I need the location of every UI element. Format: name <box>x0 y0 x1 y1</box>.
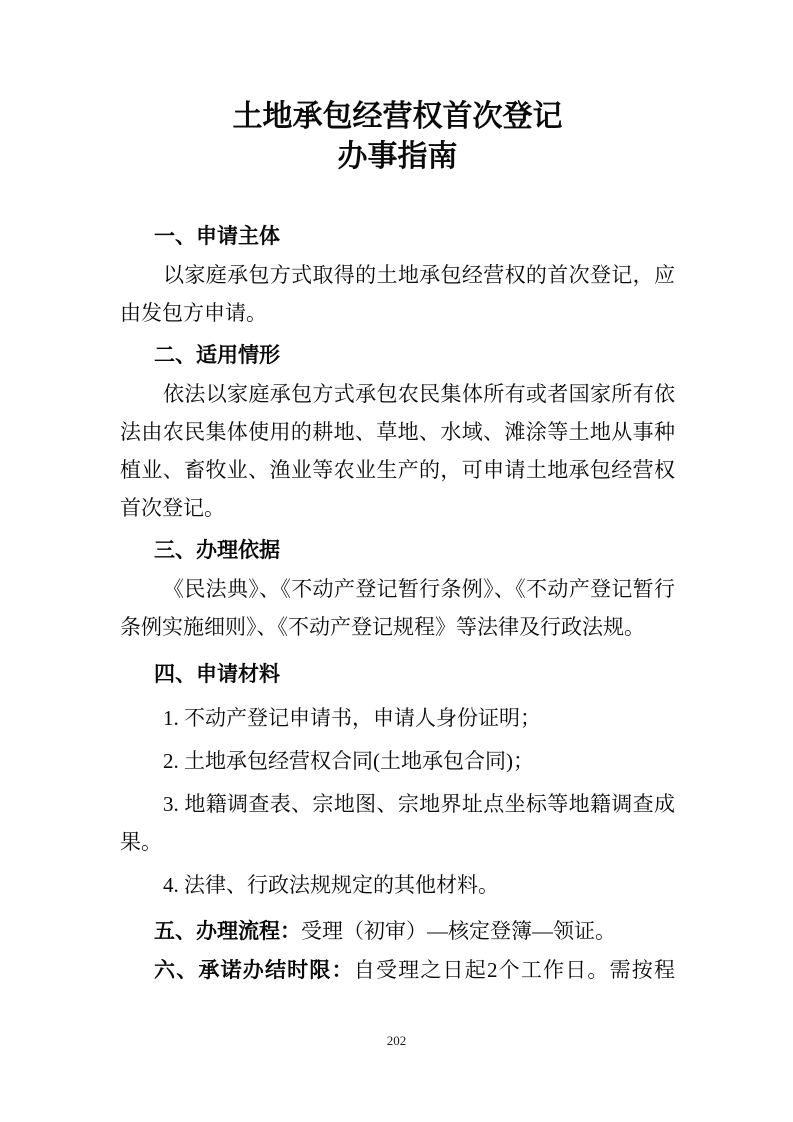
time-limit-label: 六、承诺办结时限： <box>154 959 354 982</box>
processing-flow-label: 五、办理流程： <box>154 920 301 943</box>
section-heading-legal-basis: 三、办理依据 <box>154 539 280 562</box>
time-limit-text: 自受理之日起2个工作日。需按程 <box>353 958 676 982</box>
section-paragraph-applicable-situations: 依法以家庭承包方式承包农民集体所有或者国家所有依法由农民集体使用的耕地、草地、水域、滩涂等土地从事种植业、畜牧业、渔业等农业生产的，可申请土地承包经营权首次登记。 <box>120 382 675 520</box>
material-item-2: 2. 土地承包经营权合同(土地承包合同)； <box>163 749 534 773</box>
section-time-limit <box>120 951 675 990</box>
section-heading-application-materials: 四、申请材料 <box>154 663 280 686</box>
document-body <box>120 218 675 990</box>
section-paragraph-legal-basis: 《民法典》、《不动产登记暂行条例》、《不动产登记暂行条例实施细则》、《不动产登记规程》等法律及行政法规。 <box>120 577 675 639</box>
section-heading-applicant: 一、申请主体 <box>154 225 280 248</box>
title-line-2: 办事指南 <box>337 140 458 173</box>
material-item-4: 4. 法律、行政法规规定的其他材料。 <box>163 873 499 897</box>
document-title <box>120 97 675 177</box>
material-item-1: 1. 不动产登记申请书，申请人身份证明； <box>163 706 541 730</box>
processing-flow-text: 受理（初审）—核定登簿—领证。 <box>301 919 616 943</box>
page-number: 202 <box>386 1033 407 1048</box>
title-line-1: 土地承包经营权首次登记 <box>232 100 563 133</box>
material-item-3: 3. 地籍调查表、宗地图、宗地界址点坐标等地籍调查成果。 <box>120 792 675 854</box>
section-paragraph-applicant: 以家庭承包方式取得的土地承包经营权的首次登记，应由发包方申请。 <box>120 263 675 325</box>
section-heading-applicable-situations: 二、适用情形 <box>154 344 280 367</box>
section-processing-flow <box>120 912 675 951</box>
